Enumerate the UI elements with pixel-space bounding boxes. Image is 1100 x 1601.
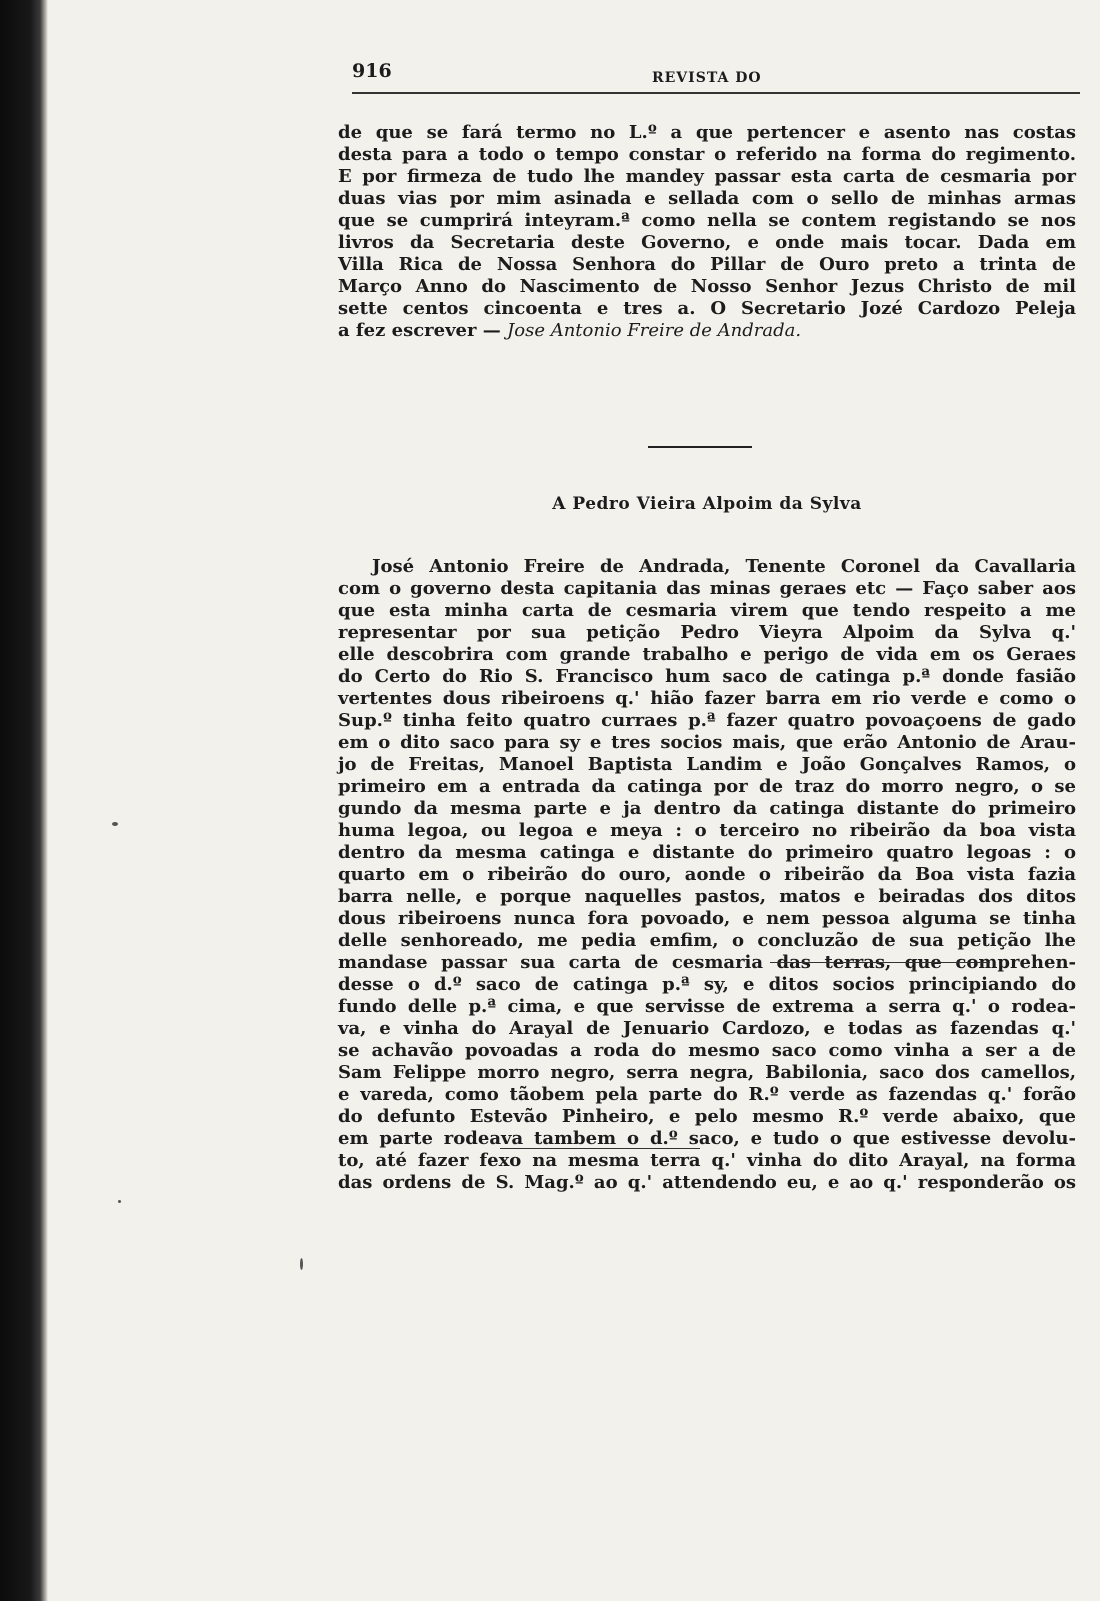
- text-line: dentro da mesma catinga e distante do primeiro quatro legoas : o: [338, 842, 1076, 863]
- section-title: A Pedro Vieira Alpoim da Sylva: [552, 494, 862, 514]
- text-line: dous ribeiroens nunca fora povoado, e nem pessoa alguma se tinha: [338, 908, 1076, 929]
- handwritten-underline: [770, 962, 990, 963]
- signature-prefix: a fez escrever —: [338, 320, 508, 341]
- continuation-paragraph: [338, 122, 1076, 342]
- text-line: sette centos cincoenta e tres a. O Secretario Jozé Cardozo Peleja: [338, 298, 1076, 319]
- text-line: huma legoa, ou legoa e meya : o terceiro no ribeirão da boa vista: [338, 820, 1076, 841]
- text-line: fundo delle p.ª cima, e que servisse de extrema a serra q.' o rodea-: [338, 996, 1076, 1017]
- page-speck: [300, 1258, 303, 1270]
- text-line: e vareda, como tãobem pela parte do R.º verde as fazendas q.' forão: [338, 1084, 1076, 1105]
- text-line: desse o d.º saco de catinga p.ª sy, e ditos socios principiando do: [338, 974, 1076, 995]
- page-header: [352, 52, 1080, 100]
- text-line: barra nelle, e porque naquelles pastos, matos e beiradas dos ditos: [338, 886, 1076, 907]
- page-speck: [112, 822, 118, 826]
- text-line: em parte rodeava tambem o d.º saco, e tudo o que estivesse devolu-: [338, 1128, 1076, 1149]
- header-rule: [352, 92, 1080, 94]
- signature: Jose Antonio Freire de Andrada.: [507, 320, 802, 341]
- text-line: do Certo do Rio S. Francisco hum saco de catinga p.ª donde fasião: [338, 666, 1076, 687]
- text-line: elle descobrira com grande trabalho e perigo de vida em os Geraes: [338, 644, 1076, 665]
- text-line: que se cumprirá inteyram.ª como nella se contem registando se nos: [338, 210, 1076, 231]
- text-line: duas vias por mim asinada e sellada com o sello de minhas armas: [338, 188, 1076, 209]
- text-line: Villa Rica de Nossa Senhora do Pillar de Ouro preto a trinta de: [338, 254, 1076, 275]
- text-line: jo de Freitas, Manoel Baptista Landim e João Gonçalves Ramos, o: [338, 754, 1076, 775]
- text-line: se achavão povoadas a roda do mesmo saco como vinha a ser a de: [338, 1040, 1076, 1061]
- text-line: das ordens de S. Mag.º ao q.' attendendo eu, e ao q.' responderão os: [338, 1172, 1076, 1193]
- text-line: mandase passar sua carta de cesmaria das terras, que comprehen-: [338, 952, 1076, 973]
- page-number: 916: [352, 60, 392, 82]
- text-line: com o governo desta capitania das minas geraes etc — Faço saber aos: [338, 578, 1076, 599]
- text-line: primeiro em a entrada da catinga por de traz do morro negro, o se: [338, 776, 1076, 797]
- page-speck: [118, 1200, 121, 1203]
- running-head: REVISTA DO: [652, 70, 762, 86]
- signature-line: [338, 320, 1076, 342]
- text-line: José Antonio Freire de Andrada, Tenente Coronel da Cavallaria: [372, 556, 1076, 577]
- text-line: que esta minha carta de cesmaria virem que tendo respeito a me: [338, 600, 1076, 621]
- text-line: Sup.º tinha feito quatro curraes p.ª fazer quatro povoaçoens de gado: [338, 710, 1076, 731]
- book-binding-edge: [0, 0, 48, 1601]
- body-paragraph: [338, 556, 1076, 1194]
- text-line: Março Anno do Nascimento de Nosso Senhor Jezus Christo de mil: [338, 276, 1076, 297]
- text-line: vertentes dous ribeiroens q.' hião fazer barra em rio verde e como o: [338, 688, 1076, 709]
- text-line: va, e vinha do Arayal de Jenuario Cardozo, e todas as fazendas q.': [338, 1018, 1076, 1039]
- text-line: do defunto Estevão Pinheiro, e pelo mesmo R.º verde abaixo, que: [338, 1106, 1076, 1127]
- text-line: delle senhoreado, me pedia emfim, o concluzão de sua petição lhe: [338, 930, 1076, 951]
- section-divider: [648, 446, 752, 448]
- text-line: quarto em o ribeirão do ouro, aonde o ribeirão da Boa vista fazia: [338, 864, 1076, 885]
- handwritten-underline: [500, 1148, 700, 1149]
- text-line: em o dito saco para sy e tres socios mais, que erão Antonio de Arau-: [338, 732, 1076, 753]
- text-line: de que se fará termo no L.º a que pertencer e asento nas costas: [338, 122, 1076, 143]
- text-line: E por firmeza de tudo lhe mandey passar esta carta de cesmaria por: [338, 166, 1076, 187]
- text-line: Sam Felippe morro negro, serra negra, Babilonia, saco dos camellos,: [338, 1062, 1076, 1083]
- text-line: representar por sua petição Pedro Vieyra Alpoim da Sylva q.': [338, 622, 1076, 643]
- text-line: livros da Secretaria deste Governo, e onde mais tocar. Dada em: [338, 232, 1076, 253]
- text-line: desta para a todo o tempo constar o referido na forma do regimento.: [338, 144, 1076, 165]
- text-line: to, até fazer fexo na mesma terra q.' vinha do dito Arayal, na forma: [338, 1150, 1076, 1171]
- text-line: gundo da mesma parte e ja dentro da catinga distante do primeiro: [338, 798, 1076, 819]
